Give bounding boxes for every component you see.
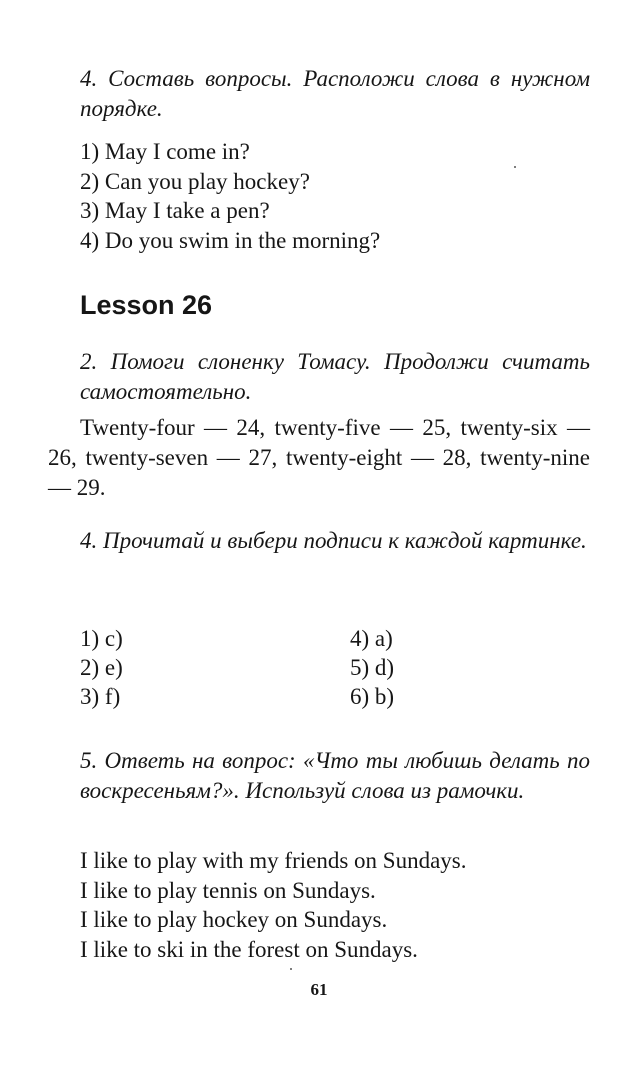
answer-line: 1) c) xyxy=(80,626,123,651)
answer-line: 2) e) xyxy=(80,655,123,680)
exercise-2-instruction: 2. Помоги слоненку Томасу. Продолжи считать самостоятельно. xyxy=(80,349,590,404)
answer-line: 2) Can you play hockey? xyxy=(80,168,310,194)
answer-line: 4) Do you swim in the morning? xyxy=(80,227,381,253)
exercise-5-answers xyxy=(80,846,600,964)
exercise-2-counting-text: Twenty-four — 24, twenty-five — 25, twenty-six — 26, twenty-seven — 27, twenty-eight — 28, twenty-nine — 29. xyxy=(48,415,590,500)
answer-line: 1) May I come in? xyxy=(80,139,250,164)
answer-line: 5) d) xyxy=(350,655,395,680)
exercise-4-answers-right xyxy=(350,624,394,711)
exercise-4-answers-left xyxy=(80,624,123,711)
answer-line: I like to play tennis on Sundays. xyxy=(80,877,376,903)
exercise-4-top-instruction: 4. Составь вопросы. Расположи слова в нужном порядке. xyxy=(80,66,590,121)
answer-line: 3) May I take a pen? xyxy=(80,198,270,223)
answer-line: 3) f) xyxy=(80,684,121,709)
lesson-title: Lesson 26 xyxy=(80,290,213,320)
exercise-4-instruction: 4. Прочитай и выбери подписи к каждой картинке. xyxy=(80,528,587,553)
answer-line: I like to play with my friends on Sundays. xyxy=(80,848,467,873)
answer-line: 4) a) xyxy=(350,626,393,651)
answer-line: 6) b) xyxy=(350,684,395,709)
exercise-4-top-answers xyxy=(80,137,600,255)
answer-line: I like to play hockey on Sundays. xyxy=(80,907,388,932)
print-speck xyxy=(290,968,292,970)
answer-line: I like to ski in the forest on Sundays. xyxy=(80,936,418,962)
print-speck xyxy=(514,166,516,168)
exercise-5-instruction: 5. Ответь на вопрос: «Что ты любишь делать по воскресеньям?». Используй слова из рамочки. xyxy=(80,748,590,803)
page-number: 61 xyxy=(310,980,328,999)
